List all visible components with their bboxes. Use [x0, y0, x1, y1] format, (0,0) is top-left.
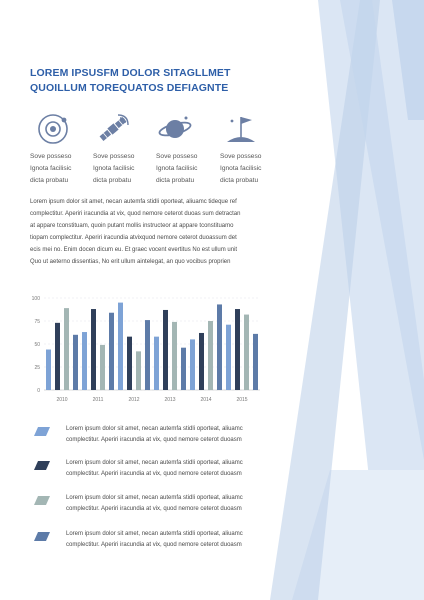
satellite-icon	[96, 112, 130, 146]
y-tick-label: 25	[34, 365, 40, 371]
bar	[118, 303, 123, 390]
bar	[163, 310, 168, 390]
bar	[154, 337, 159, 390]
legend-line: Lorem ipsum dolor sit amet, necan autemfa stidli oporteat, aliuamc	[66, 495, 243, 501]
caption-line: Sove posseso	[156, 153, 198, 160]
x-tick-label: 2015	[236, 397, 248, 403]
paragraph-line: Lorem ipsum dolor sit amet, necan autemfa stidli oporteat, aliuamc tideque ref	[30, 199, 237, 205]
legend-line: complectitur. Aperiri iracundia at vix, quod nemore ceterot duoasm	[66, 506, 242, 512]
x-tick-label: 2012	[128, 397, 140, 403]
legend-swatch-4	[34, 532, 50, 541]
legend-text-2	[66, 458, 276, 480]
bar	[100, 345, 105, 390]
bar	[91, 309, 96, 390]
legend-line: complectitur. Aperiri iracundia at vix, quod nemore ceterot duoasm	[66, 437, 242, 443]
title-line-1: LOREM IPSUSFM DOLOR SITAGLLMET	[30, 67, 231, 79]
bar	[82, 332, 87, 390]
legend-line: complectitur. Aperiri iracundia at vix, quod nemore ceterot duoasm	[66, 542, 242, 548]
saturn-icon	[158, 112, 192, 146]
bar	[73, 335, 78, 390]
bar	[253, 334, 258, 390]
icon-caption-2	[93, 151, 155, 187]
x-tick-label: 2014	[200, 397, 212, 403]
caption-line: dicta probatu	[156, 177, 195, 184]
bar	[226, 325, 231, 390]
bar	[46, 350, 51, 390]
planet-orbit-icon	[36, 112, 70, 146]
bar	[145, 320, 150, 390]
legend-line: Lorem ipsum dolor sit amet, necan autemfa stidli oporteat, aliuamc	[66, 460, 243, 466]
bar-chart-canvas	[28, 290, 268, 408]
caption-line: dicta probatu	[220, 177, 259, 184]
bar	[172, 322, 177, 390]
x-tick-label: 2010	[56, 397, 68, 403]
legend-text-3	[66, 493, 276, 515]
paragraph-line: Quo ut aeterno dissentias, No erit ullum aintelegat, an quo vocibus proprien	[30, 259, 231, 266]
caption-line: Ignota facilisic	[93, 165, 135, 172]
bar	[181, 348, 186, 390]
bar	[217, 304, 222, 390]
bar	[235, 309, 240, 390]
page-title	[30, 66, 290, 96]
legend-swatch-1	[34, 427, 50, 436]
caption-line: Ignota facilisic	[30, 165, 72, 172]
bar	[244, 315, 249, 390]
x-tick-label: 2011	[92, 397, 104, 403]
paragraph-line: complectitur. Aperiri iracundia at vix, quod nemore ceterot duoas sum detractan	[30, 211, 241, 218]
caption-line: Sove posseso	[30, 153, 72, 160]
bar	[64, 308, 69, 390]
legend-item-2	[34, 458, 274, 482]
paragraph-line: tiopam complectitur. Aperiri iracundia atvixquod nemore ceterot duoassum det	[30, 235, 237, 242]
y-tick-label: 50	[34, 342, 40, 348]
paragraph-line: at appare tconstituam, quoin putant mollis instructeor at appare tconstituamo	[30, 223, 234, 230]
icon-caption-4	[220, 151, 282, 187]
caption-line: Ignota facilisic	[156, 165, 198, 172]
caption-line: Sove posseso	[220, 153, 262, 160]
title-line-2: QUOILLUM TOREQUATOS DEFIAGNTE	[30, 82, 229, 94]
bar	[199, 333, 204, 390]
bar	[127, 337, 132, 390]
y-tick-label: 0	[37, 388, 40, 394]
bar	[55, 323, 60, 390]
legend-swatch-2	[34, 461, 50, 470]
bar	[109, 313, 114, 390]
y-tick-label: 75	[34, 319, 40, 325]
bar-chart	[28, 290, 268, 408]
paragraph-line: ecis mei no. Enim docen dicum eu. Et graec vocent evertitus No est ullum unit	[30, 247, 238, 254]
legend-line: complectitur. Aperiri iracundia at vix, quod nemore ceterot duoasm	[66, 471, 242, 477]
moon-flag-icon	[224, 112, 258, 146]
icon-caption-1	[30, 151, 92, 187]
icon-caption-3	[156, 151, 218, 187]
legend-text-4	[66, 529, 276, 551]
caption-line: dicta probatu	[30, 177, 69, 184]
legend-item-4	[34, 529, 274, 553]
bar	[208, 321, 213, 390]
body-paragraph	[30, 196, 268, 269]
legend-line: Lorem ipsum dolor sit amet, necan autemfa stidli oporteat, aliuamc	[66, 531, 243, 537]
legend-item-3	[34, 493, 274, 517]
caption-line: Sove posseso	[93, 153, 135, 160]
legend-swatch-3	[34, 496, 50, 505]
legend-line: Lorem ipsum dolor sit amet, necan autemfa stidli oporteat, aliuamc	[66, 426, 243, 432]
bar	[136, 351, 141, 390]
legend-item-1	[34, 424, 274, 448]
legend-text-1	[66, 424, 276, 446]
y-tick-label: 100	[31, 296, 40, 302]
caption-line: Ignota facilisic	[220, 165, 262, 172]
caption-line: dicta probatu	[93, 177, 132, 184]
bar	[190, 339, 195, 390]
x-tick-label: 2013	[164, 397, 176, 403]
